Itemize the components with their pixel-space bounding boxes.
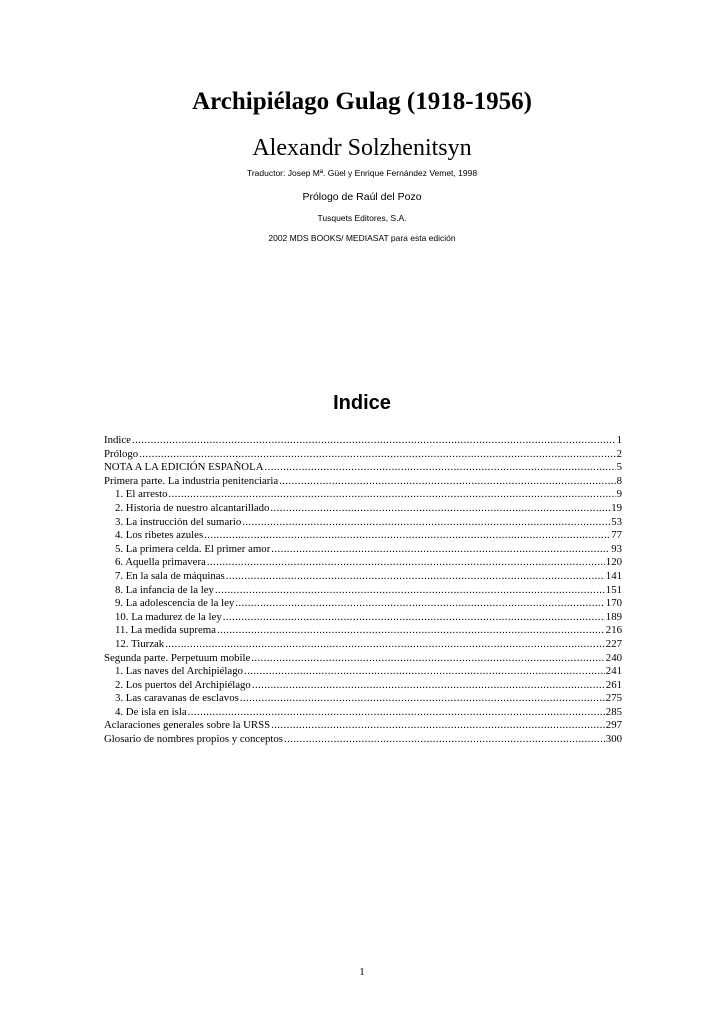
toc-entry-title: 5. La primera celda. El primer amor [115,542,271,555]
toc-entry-title: Indice [104,434,131,446]
toc-entry[interactable] [104,597,622,611]
toc-entry-page: 19 [611,501,622,514]
toc-entry-title: Primera parte. La industria penitenciaria [104,474,279,487]
toc-leader-dots [188,706,605,720]
toc-entry[interactable] [104,611,622,625]
toc-leader-dots [271,543,610,557]
toc-entry-title: 7. En la sala de máquinas [115,569,225,582]
toc-leader-dots [226,570,605,584]
toc-entry[interactable] [104,434,622,448]
translator-line: Traductor: Josep Mª. Güel y Enrique Fernández Vemet, 1998 [246,168,478,178]
toc-entry-title: 8. La infancia de la ley [115,583,214,596]
toc-entry-title: 1. El arresto [115,488,168,501]
toc-leader-dots [139,448,615,462]
toc-entry[interactable] [104,556,622,570]
toc-entry-title: 3. Las caravanas de esclavos [115,692,239,705]
toc-entry-page: 170 [605,597,622,610]
toc-entry-page: 9 [616,488,622,501]
table-of-contents [104,434,622,747]
toc-leader-dots [251,652,604,666]
toc-entry-page: 285 [605,705,622,718]
toc-leader-dots [265,461,616,475]
toc-entry-page: 77 [611,529,622,542]
toc-entry-page: 151 [605,583,622,596]
toc-entry-page: 300 [605,733,622,746]
toc-entry-page: 120 [605,556,622,569]
prologue-line: Prólogo de Raúl del Pozo [302,191,422,203]
toc-leader-dots [223,611,605,625]
toc-leader-dots [271,719,605,733]
toc-entry-page: 240 [605,651,622,664]
toc-entry-title: 9. La adolescencia de la ley [115,597,235,610]
toc-entry[interactable] [104,719,622,733]
book-title: Archipiélago Gulag (1918-1956) [192,88,532,115]
toc-leader-dots [252,679,605,693]
toc-entry-title: 10. La madurez de la ley [115,610,222,623]
toc-entry[interactable] [104,543,622,557]
toc-entry[interactable] [104,488,622,502]
toc-entry-page: 216 [605,624,622,637]
toc-entry[interactable] [104,461,622,475]
page-number: 1 [359,966,365,978]
toc-entry[interactable] [104,584,622,598]
toc-entry[interactable] [104,448,622,462]
toc-leader-dots [270,502,610,516]
toc-entry-title: Prólogo [104,447,139,460]
toc-entry[interactable] [104,502,622,516]
toc-entry-page: 1 [616,434,622,446]
toc-leader-dots [244,665,605,679]
toc-leader-dots [240,692,605,706]
toc-entry-title: 11. La medida suprema [115,624,216,637]
toc-entry[interactable] [104,665,622,679]
toc-entry-page: 241 [605,665,622,678]
toc-entry[interactable] [104,570,622,584]
toc-entry[interactable] [104,733,622,747]
toc-entry-page: 275 [605,692,622,705]
toc-entry-page: 297 [605,719,622,732]
toc-entry[interactable] [104,475,622,489]
toc-entry-page: 8 [616,474,622,487]
toc-leader-dots [284,733,605,747]
toc-leader-dots [168,488,615,502]
toc-entry-title: 4. Los ribetes azules [115,529,204,542]
index-heading: Indice [333,392,391,414]
toc-leader-dots [165,638,605,652]
toc-leader-dots [215,584,605,598]
publisher-line: Tusquets Editores, S.A. [317,213,407,223]
toc-entry[interactable] [104,624,622,638]
toc-entry-title: 12. Tiurzak [115,637,165,650]
toc-leader-dots [207,556,605,570]
toc-entry-title: Aclaraciones generales sobre la URSS [104,719,271,732]
toc-entry-page: 261 [605,678,622,691]
toc-entry[interactable] [104,529,622,543]
toc-entry-title: Glosario de nombres propios y conceptos [104,733,284,746]
toc-entry-title: 2. Historia de nuestro alcantarillado [115,501,270,514]
toc-leader-dots [279,475,615,489]
toc-entry-title: NOTA A LA EDICIÓN ESPAÑOLA [104,461,264,474]
toc-entry-page: 227 [605,637,622,650]
edition-line: 2002 MDS BOOKS/ MEDIASAT para esta edición [268,233,456,243]
author-name: Alexandr Solzhenitsyn [252,135,472,161]
toc-entry[interactable] [104,638,622,652]
toc-entry-page: 2 [616,447,622,460]
toc-entry[interactable] [104,679,622,693]
toc-entry-page: 53 [611,515,622,528]
toc-entry[interactable] [104,516,622,530]
toc-leader-dots [204,529,610,543]
toc-entry-title: 2. Los puertos del Archipiélago [115,678,251,691]
toc-entry-title: 3. La instrucción del sumario [115,515,242,528]
toc-leader-dots [132,434,616,448]
toc-entry-title: 1. Las naves del Archipiélago [115,665,244,678]
toc-entry-page: 189 [605,610,622,623]
toc-entry-title: 4. De isla en isla [115,705,187,718]
toc-leader-dots [217,624,605,638]
toc-entry-title: 6. Aquella primavera [115,556,206,569]
toc-entry-page: 141 [605,569,622,582]
toc-entry[interactable] [104,652,622,666]
toc-leader-dots [242,516,610,530]
toc-entry[interactable] [104,706,622,720]
toc-entry[interactable] [104,692,622,706]
toc-entry-title: Segunda parte. Perpetuum mobile [104,651,251,664]
toc-leader-dots [235,597,604,611]
toc-entry-page: 93 [611,542,622,555]
toc-entry-page: 5 [616,461,622,474]
